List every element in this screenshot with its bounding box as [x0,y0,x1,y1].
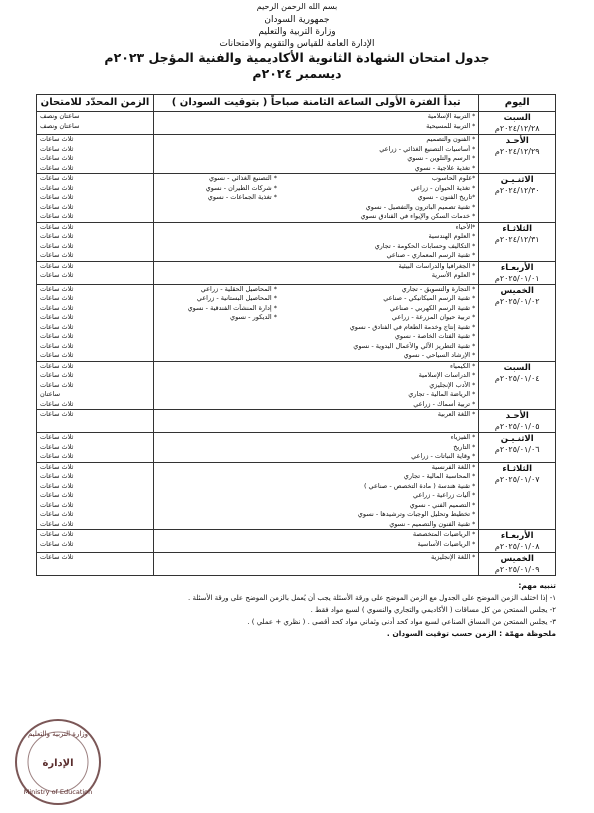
duration-cell [37,261,154,284]
subject-item: * التربية الإسلامية [427,112,476,120]
subject-item: * تقنية الفنون والتصميم - نسوي [389,519,476,528]
subject-item: * تخطيط وتحليل الوجبات وترشيدها - نسوي [357,510,476,518]
subject-item: * تغذية الحيوان - زراعي [410,183,476,192]
subjects-cell [154,222,479,261]
subject-item: * تقنية الرسم الميكانيكي - صناعي [383,294,476,302]
duration-cell [37,135,154,174]
subject-item: * تقنية الفتات الخاصة - نسوي [394,332,476,340]
stamp-arabic-text: وزارة التربية والتعليم [27,730,89,738]
subjects-cell [154,553,479,576]
subject-item: * الفيزياء [450,433,476,441]
duration-item: ثلاث ساعات [40,472,74,480]
duration-item: ثلاث ساعات [40,380,74,389]
schedule-body [37,112,556,576]
subject-item-secondary: * التصنيع الغذائي - نسوي [208,174,277,182]
duration-cell [37,553,154,576]
day-cell [479,530,556,553]
day-cell [479,361,556,410]
subject-item: * تربية أسماك - زراعي [413,399,476,408]
duration-item: ثلاث ساعات [40,135,74,143]
subject-item: *علوم الحاسوب [431,174,476,182]
duration-item: ثلاث ساعات [40,351,74,359]
subject-item: * التكاليف وحسابات الحكومة - تجاري [374,241,476,250]
day-name: الأحـد [505,136,529,146]
page-title: جدول امتحان الشهادة الثانوية الأكاديمية والفنية المؤجل ٢٠٢٣م [104,50,490,65]
day-cell [479,284,556,361]
subjects-cell [154,261,479,284]
day-name: السبت [503,362,531,373]
column-header-subjects: تبدأ الفترة الأولى الساعة الثامنة صباحاً ( بتوقيت السودان ) [154,95,479,112]
duration-item: ساعتان [40,390,61,398]
duration-item: ثلاث ساعات [40,399,74,408]
duration-item: ثلاث ساعات [40,491,74,499]
subject-item-secondary: * المحاصيل الحقلية - زراعي [200,284,277,293]
subject-item: * اللغة الفرنسية [431,462,476,471]
day-name: الاثنـيـن [500,434,534,444]
day-cell [479,174,556,223]
duration-item: ثلاث ساعات [40,232,74,240]
table-row [37,135,556,174]
subject-item: * اللغة الإنجليزية [430,553,476,561]
duration-item: ثلاث ساعات [40,539,74,548]
day-date: ٢٠٢٥/٠١/٠٧م [494,474,540,484]
duration-item: ثلاث ساعات [40,462,74,471]
department-name: الإدارة العامة للقياس والتقويم والامتحانات [219,39,375,49]
subject-item: * الأدب الإنجليزي [429,380,476,389]
day-date: ٢٠٢٤/١٢/٢٩م [494,147,540,156]
table-row [37,261,556,284]
duration-item: ثلاث ساعات [40,303,74,312]
duration-item: ثلاث ساعات [40,519,74,528]
subject-item: * تقنية الرسم الكهربي - صناعي [389,303,476,312]
day-date: ٢٠٢٥/٠١/٠٤م [494,373,540,383]
duration-item: ثلاث ساعات [40,202,74,211]
day-date: ٢٠٢٥/٠١/٠٩م [494,565,540,574]
duration-item: ثلاث ساعات [40,284,74,293]
subject-item: * الرياضيات المتخصصة [412,530,476,538]
subject-item: * المحاسبة المالية - تجاري [403,472,476,480]
subject-item: * تقنية التطريز الآلي والأعمال اليدوية - نسوي [353,341,476,350]
table-row [37,433,556,463]
duration-item: ثلاث ساعات [40,332,74,340]
day-cell [479,433,556,463]
subject-item: * تربية حيوان المزرعة - زراعي [391,313,476,321]
duration-item: ثلاث ساعات [40,361,74,370]
day-cell [479,462,556,530]
subject-item-secondary: * الديكور - نسوي [230,313,277,321]
day-date: ٢٠٢٥/٠١/٠٢م [494,296,540,306]
subject-item: * اللغة العربية [437,410,476,418]
column-header-duration: الزمن المحدّد للامتحان [37,95,154,112]
subject-item: * التجارة والتسويق - تجاري [401,284,476,293]
subjects-cell [154,174,479,223]
title-block [0,50,594,82]
duration-item: ثلاث ساعات [40,500,74,509]
subject-item: * الرياضيات الأساسية [417,539,476,548]
duration-item: ثلاث ساعات [40,294,74,302]
subjects-cell [154,530,479,553]
subject-item: * خدمات السكن والإيواء في الفنادق نسوي [360,212,476,220]
subject-item: * تقنية الرسم المعماري - صناعي [386,251,476,259]
country-name: جمهورية السودان [264,15,330,25]
duration-item: ثلاث ساعات [40,183,74,192]
duration-item: ثلاث ساعات [40,452,74,460]
subject-item: * الدراسات الإسلامية [418,371,476,379]
duration-cell [37,174,154,223]
subject-item: *تاريخ الفنون - نسوي [417,193,476,201]
day-date: ٢٠٢٥/٠١/٠١م [494,273,540,283]
table-row [37,462,556,530]
duration-item: ثلاث ساعات [40,241,74,250]
subject-item: * الجغرافيا والدراسات البيئية [398,261,476,270]
subject-item: * تقنية إنتاج وخدمة الطعام في الفنادق - نسوي [349,322,476,331]
subjects-cell [154,433,479,463]
subject-item: * وقاية النباتات - زراعي [411,452,476,460]
schedule-table [36,94,556,576]
table-row [37,112,556,135]
duration-item: ثلاث ساعات [40,433,74,441]
note-item: ٣- يجلس الممتحن من المساق الصناعي لسبع مواد كحد أدنى وثماني مواد كحد أقصى . ( نظري + عملي ) . [247,618,556,626]
day-name: الثلاثـاء [502,463,533,474]
day-date: ٢٠٢٥/٠١/٠٥م [494,422,540,431]
duration-item: ثلاث ساعات [40,271,74,279]
duration-item: ثلاث ساعات [40,251,74,259]
table-row [37,222,556,261]
duration-item: ثلاث ساعات [40,553,74,561]
table-row [37,530,556,553]
subject-item: * الكيمياء [450,361,476,370]
day-cell [479,410,556,433]
table-row [37,284,556,361]
subject-item: * التاريخ [453,442,476,451]
day-name: الاثنـيـن [500,175,534,185]
day-name: السبت [503,113,531,123]
table-row [37,410,556,433]
subject-item-secondary: * إدارة المنشآت الفندقية - نسوي [187,303,277,312]
duration-cell [37,410,154,433]
page-subtitle: ديسمبر ٢٠٢٤م [252,66,342,81]
note-item: ٢- يجلس الممتحن من كل مساقات ( الأكاديمي والتجاري والنسوي ) لسبع مواد فقط . [310,606,556,614]
day-cell [479,112,556,135]
day-date: ٢٠٢٤/١٢/٢٨م [494,124,540,133]
day-cell [479,553,556,576]
subject-item: * العلوم الأسرية [431,271,476,279]
day-name: الثلاثـاء [502,223,533,234]
duration-cell [37,284,154,361]
subjects-cell [154,135,479,174]
duration-item: ثلاث ساعات [40,371,74,379]
stamp-arabic-text-2: الإدارة [42,758,74,769]
subject-item: * أساسيات التصنيع الغذائي - زراعي [379,144,476,153]
stamp-english-text: Ministry of Education [23,788,93,796]
duration-item: ثلاث ساعات [40,510,74,518]
subjects-cell [154,284,479,361]
day-name: الخميس [500,554,534,564]
duration-item: ثلاث ساعات [40,163,74,172]
day-name: الأربعـاء [500,531,534,541]
duration-item: ثلاث ساعات [40,341,74,350]
duration-cell [37,361,154,410]
duration-item: ثلاث ساعات [40,174,74,182]
ministry-name: وزارة التربية والتعليم [258,27,336,37]
duration-cell [37,433,154,463]
table-row [37,361,556,410]
day-cell [479,222,556,261]
subject-item: * الفنون والتصميم [426,135,476,143]
day-date: ٢٠٢٤/١٢/٣٠م [494,186,540,195]
subject-item: * العلوم الهندسية [428,232,476,240]
day-cell [479,261,556,284]
duration-item: ثلاث ساعات [40,193,74,201]
duration-cell [37,530,154,553]
subject-item: * تقنية هندسة ( مادة التخصص - صناعي ) [363,481,476,490]
table-row [37,174,556,223]
note-item: ١- إذا اختلف الزمن الموضح على الجدول مع الزمن الموضح على ورقة الأسئلة يجب أن يُعمل بالزمن الموضح على ورقة الأسئلة . [188,594,556,602]
duration-cell [37,462,154,530]
duration-item: ثلاث ساعات [40,322,74,331]
duration-item: ثلاث ساعات [40,212,74,220]
subject-item: * التصميم الفني - نسوي [409,500,476,509]
table-header-row [37,95,556,112]
duration-item: ثلاث ساعات [40,261,74,270]
day-date: ٢٠٢٥/٠١/٠٦م [494,445,540,454]
subject-item: * الرياضة المالية - تجاري [408,390,476,398]
ministry-stamp [8,714,108,810]
subject-item: * تغذية علاجية - نسوي [414,163,476,172]
duration-item: ثلاث ساعات [40,144,74,153]
bismillah: بسم الله الرحمن الرحيم [256,2,338,11]
subjects-cell [154,361,479,410]
duration-cell [37,112,154,135]
table-row [37,553,556,576]
subjects-cell [154,410,479,433]
subject-item: * التربية للمسيحية [426,121,476,130]
day-name: الأربعـاء [500,262,534,273]
day-date: ٢٠٢٤/١٢/٣١م [494,234,540,244]
notes-section [36,580,556,640]
duration-cell [37,222,154,261]
duration-item: ثلاث ساعات [40,222,74,231]
column-header-day: اليوم [479,95,556,112]
subject-item: * الرسم والتلوين - نسوي [407,154,476,162]
subject-item: * آليات زراعية - زراعي [412,491,476,499]
subject-item-secondary: * تغذية الجماعات - نسوي [207,193,277,201]
duration-item: ثلاث ساعات [40,410,74,418]
header-block [0,14,594,50]
subjects-cell [154,112,479,135]
duration-item: ثلاث ساعات [40,481,74,490]
day-date: ٢٠٢٥/٠١/٠٨م [494,542,540,551]
notes-footnote: ملحوظة مهمّة : الزمن حسب توقيت السودان . [386,629,556,638]
day-cell [479,135,556,174]
duration-item: ثلاث ساعات [40,154,74,162]
notes-heading: تنبيه مهم: [518,581,556,590]
duration-item: ساعتان ونصف [40,112,80,120]
duration-item: ثلاث ساعات [40,313,74,321]
duration-item: ثلاث ساعات [40,530,74,538]
subject-item: *الأحياء [455,222,476,231]
duration-item: ساعتان ونصف [40,121,80,130]
day-name: الخميس [500,285,534,296]
subject-item-secondary: * المحاصيل البستانية - زراعي [196,294,277,302]
subject-item: * الإرشاد السياحي - نسوي [403,351,476,359]
duration-item: ثلاث ساعات [40,442,74,451]
subject-item: * تقنية تصميم الباترون والتفصيل - نسوي [365,202,476,211]
day-name: الأحـد [505,411,529,421]
subject-item-secondary: * شركات الطيران - نسوي [205,183,277,192]
subjects-cell [154,462,479,530]
